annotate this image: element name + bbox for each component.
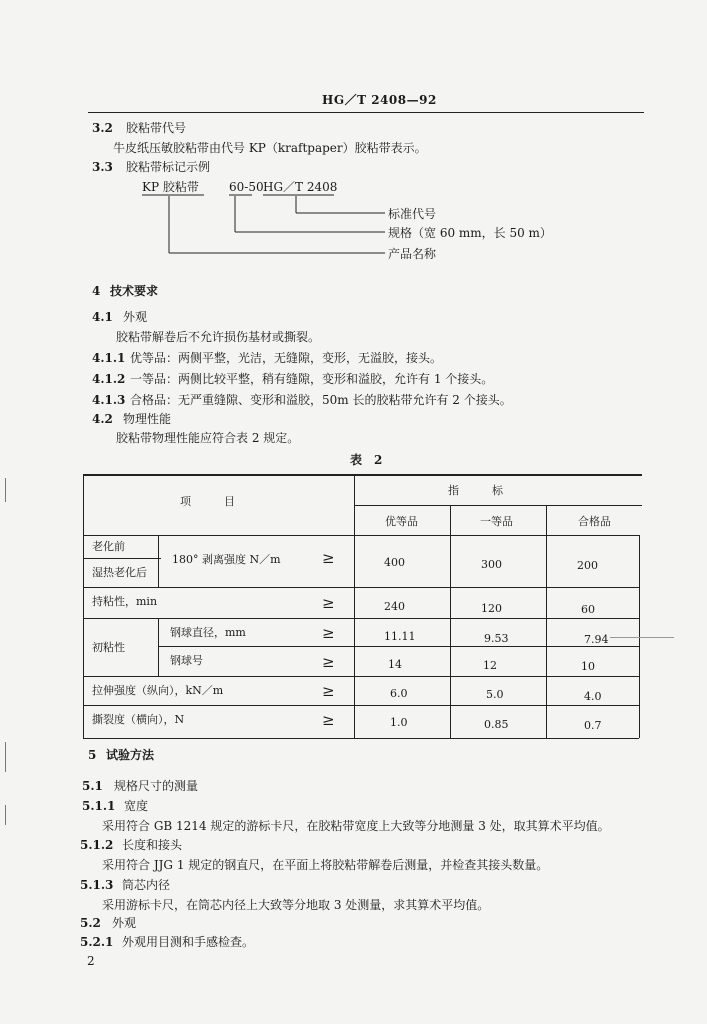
section-3-3-title: 胶粘带标记示例 xyxy=(126,160,211,174)
section-5-1-2-title: 长度和接头 xyxy=(122,838,183,852)
table-head-grade-1: 优等品 xyxy=(385,515,418,528)
ge-sign: ≥ xyxy=(322,624,335,642)
section-5-1-3-title: 筒芯内径 xyxy=(122,878,171,892)
row-initial-tack: 初粘性 xyxy=(92,641,125,654)
section-4-1-2-number: 4.1.2 xyxy=(92,372,126,386)
page-number: 2 xyxy=(87,954,95,968)
table-caption: 表 2 xyxy=(350,453,383,467)
tear-value-1: 1.0 xyxy=(390,716,408,729)
section-4-title: 技术要求 xyxy=(110,284,159,298)
tear-value-2: 0.85 xyxy=(484,718,509,731)
hold-value-2: 120 xyxy=(481,602,502,615)
hold-value-3: 60 xyxy=(581,603,595,616)
example-part-code: HG／T 2408 xyxy=(263,180,338,194)
marking-diagram-lines xyxy=(0,0,707,280)
table-head-grade-2: 一等品 xyxy=(480,515,513,528)
hold-value-1: 240 xyxy=(384,600,405,613)
ge-sign: ≥ xyxy=(322,594,335,612)
ge-sign: ≥ xyxy=(322,711,335,729)
scan-artifact xyxy=(5,478,6,502)
section-5-1-1-number: 5.1.1 xyxy=(82,799,116,813)
section-5-1-title: 规格尺寸的测量 xyxy=(114,779,199,793)
ball-diameter-value-1: 11.11 xyxy=(384,630,416,643)
ball-diameter-value-2: 9.53 xyxy=(484,632,509,645)
scan-artifact xyxy=(610,637,674,638)
section-5-2-number: 5.2 xyxy=(80,916,101,930)
section-5-2-title: 外观 xyxy=(112,916,137,930)
scan-artifact xyxy=(5,742,6,772)
section-4-2-number: 4.2 xyxy=(92,412,113,426)
row-peel-strength: 180° 剥离强度 N／m xyxy=(172,553,281,566)
section-5-2-1-number: 5.2.1 xyxy=(80,935,114,949)
peel-value-2: 300 xyxy=(481,558,502,571)
section-4-1-intro: 胶粘带解卷后不允许损伤基材或撕裂。 xyxy=(116,330,321,344)
table-head-index: 指 标 xyxy=(448,484,503,497)
section-4-2-text: 胶粘带物理性能应符合表 2 规定。 xyxy=(116,431,300,445)
section-5-1-1-title: 宽度 xyxy=(124,799,149,813)
tensile-value-2: 5.0 xyxy=(486,688,504,701)
label-specification: 规格（宽 60 mm，长 50 m） xyxy=(388,226,552,240)
table-head-grade-3: 合格品 xyxy=(578,515,611,528)
section-4-1-number: 4.1 xyxy=(92,310,113,324)
ball-diameter-value-3: 7.94 xyxy=(584,633,609,646)
example-part-spec: 60-50 xyxy=(229,180,264,194)
standard-header: HG／T 2408—92 xyxy=(322,93,437,107)
section-4-1-3-number: 4.1.3 xyxy=(92,393,126,407)
section-5-1-number: 5.1 xyxy=(82,779,103,793)
section-4-number: 4 xyxy=(92,284,101,298)
ge-sign: ≥ xyxy=(322,549,335,567)
ball-number-value-1: 14 xyxy=(388,658,402,671)
label-standard-code: 标准代号 xyxy=(388,207,437,221)
label-product-name: 产品名称 xyxy=(388,247,437,261)
section-4-1-2-text: 一等品：两侧比较平整，稍有缝隙，变形和溢胶，允许有 1 个接头。 xyxy=(130,372,494,386)
row-tensile-strength: 拉伸强度（纵向），kN／m xyxy=(92,684,224,697)
example-part-kp: KP 胶粘带 xyxy=(142,180,199,194)
peel-value-1: 400 xyxy=(384,556,405,569)
row-ball-diameter: 钢球直径，mm xyxy=(170,626,246,639)
section-4-2-title: 物理性能 xyxy=(123,412,172,426)
section-5-1-3-text: 采用游标卡尺，在筒芯内径上大致等分地取 3 处测量，求其算术平均值。 xyxy=(102,898,490,912)
row-holding-power: 持粘性，min xyxy=(92,595,158,608)
section-3-2-text: 牛皮纸压敏胶粘带由代号 KP（kraftpaper）胶粘带表示。 xyxy=(113,141,427,155)
row-tear-strength: 撕裂度（横向），N xyxy=(92,713,185,726)
section-5-1-3-number: 5.1.3 xyxy=(80,878,114,892)
section-5-1-1-text: 采用符合 GB 1214 规定的游标卡尺，在胶粘带宽度上大致等分地测量 3 处，取其算术平均值。 xyxy=(102,819,610,833)
section-5-1-2-number: 5.1.2 xyxy=(80,838,114,852)
section-3-2-number: 3.2 xyxy=(92,121,113,135)
section-5-number: 5 xyxy=(88,748,97,762)
ge-sign: ≥ xyxy=(322,682,335,700)
table-head-item: 项 目 xyxy=(180,495,235,508)
scan-artifact xyxy=(5,805,6,825)
section-4-1-3-text: 合格品：无严重缝隙、变形和溢胶，50m 长的胶粘带允许有 2 个接头。 xyxy=(130,393,512,407)
section-5-1-2-text: 采用符合 JJG 1 规定的钢直尺，在平面上将胶粘带解卷后测量，并检查其接头数量。 xyxy=(102,858,549,872)
section-4-1-1-number: 4.1.1 xyxy=(92,351,126,365)
row-ball-number: 钢球号 xyxy=(170,654,203,667)
tensile-value-3: 4.0 xyxy=(584,690,602,703)
ball-number-value-2: 12 xyxy=(483,659,497,672)
row-aging-before: 老化前 xyxy=(92,540,125,553)
row-aging-after: 湿热老化后 xyxy=(92,566,147,579)
section-4-1-1-text: 优等品：两侧平整，光洁，无缝隙，变形，无溢胶，接头。 xyxy=(130,351,443,365)
tear-value-3: 0.7 xyxy=(584,719,602,732)
ball-number-value-3: 10 xyxy=(581,660,595,673)
section-4-1-title: 外观 xyxy=(123,310,148,324)
section-5-title: 试验方法 xyxy=(106,748,155,762)
tensile-value-1: 6.0 xyxy=(390,687,408,700)
section-3-3-number: 3.3 xyxy=(92,160,113,174)
section-5-2-1-text: 外观用目测和手感检查。 xyxy=(122,935,255,949)
peel-value-3: 200 xyxy=(577,559,598,572)
ge-sign: ≥ xyxy=(322,653,335,671)
section-3-2-title: 胶粘带代号 xyxy=(126,121,187,135)
